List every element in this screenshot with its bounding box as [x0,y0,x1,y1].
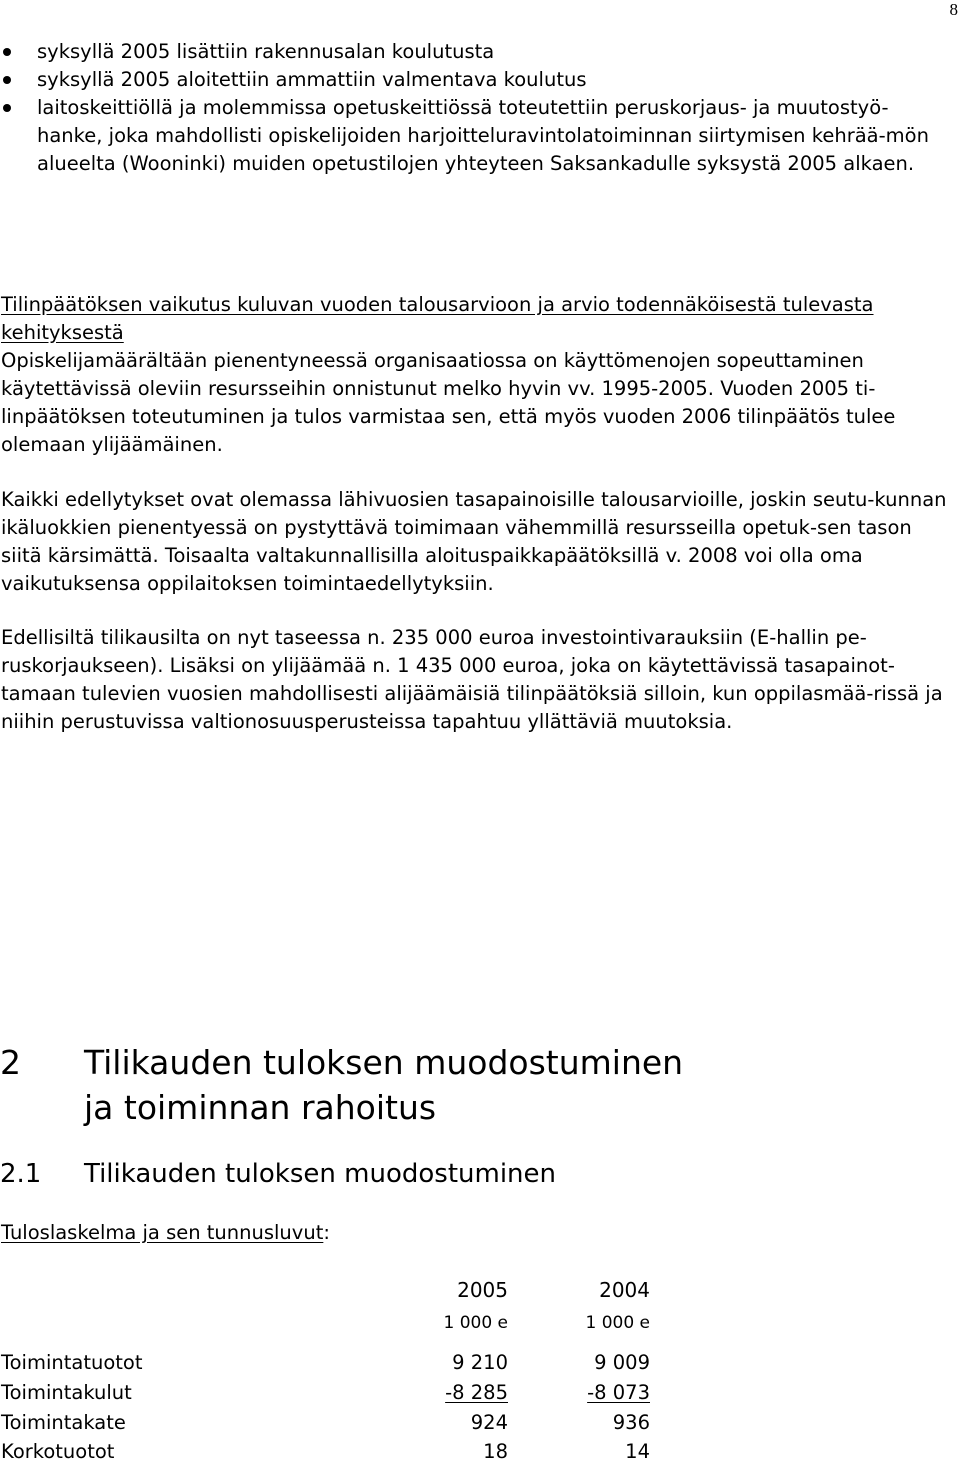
row-label: Toimintakate [1,1411,126,1434]
paragraph: Opiskelijamäärältään pienentyneessä organisaatiossa on käyttömenojen sopeuttaminen käytettävissä oleviin resursseihin onnistunut melko hyvin vv. 1995-2005. Vuoden 2005 ti-linpäätöksen toteutuminen ja tulos varmistaa sen, että myös vuoden 2006 tilinpäätös tulee olemaan ylijäämäinen. [1,349,896,456]
table-row [0,1411,960,1441]
row-value-2004: 936 [612,1411,650,1434]
chapter-number: 2 [0,1043,21,1082]
table-header-units [0,1313,960,1343]
row-value-2005: 9 210 [452,1351,508,1374]
row-value-2005: -8 285 [445,1381,508,1404]
chapter-heading [0,1040,683,1130]
table-title [1,1219,330,1247]
table-header-years [0,1278,960,1308]
bullet-item: syksyllä 2005 aloitettiin ammattiin valmentava koulutus [0,66,948,94]
bullet-list [0,38,948,178]
row-value-2004: 9 009 [594,1351,650,1374]
chapter-title-line2: ja toiminnan rahoitus [84,1088,437,1127]
row-value-2004: 14 [625,1440,650,1463]
section-outlook [1,291,949,459]
unit-2004-header: 1 000 e [585,1313,650,1333]
chapter-title-line1: Tilikauden tuloksen muodostuminen [84,1043,684,1082]
row-value-2005: 924 [470,1411,508,1434]
row-label: Toimintakulut [1,1381,132,1404]
row-value-2004: -8 073 [587,1381,650,1404]
table-row [0,1351,960,1381]
row-label: Korkotuotot [1,1440,115,1463]
section-heading: Tilinpäätöksen vaikutus kuluvan vuoden talousarvioon ja arvio todennäköisestä tulevasta kehityksestä [1,293,874,344]
page-number: 8 [949,0,958,19]
year-2005-header: 2005 [457,1278,508,1302]
year-2004-header: 2004 [599,1278,650,1302]
table-title-text: Tuloslaskelma ja sen tunnusluvut [1,1221,324,1244]
row-value-2005: 18 [483,1440,508,1463]
table-row [0,1440,960,1470]
table-title-suffix: : [323,1221,330,1244]
subchapter-title: Tilikauden tuloksen muodostuminen [84,1159,556,1189]
section-paragraph-2 [1,486,949,598]
bullet-item: laitoskeittiöllä ja molemmissa opetuskeittiössä toteutettiin peruskorjaus- ja muutostyö-hanke, joka mahdollisti opiskelijoiden harjoitteluravintolatoiminnan siirtymisen kehrää-mön alueelta (Wooninki) muiden opetustilojen yhteyteen Saksankadulle syksystä 2005 alkaen. [0,94,948,178]
unit-2005-header: 1 000 e [443,1313,508,1333]
subchapter-number: 2.1 [0,1159,42,1189]
paragraph: Edellisiltä tilikausilta on nyt taseessa n. 235 000 euroa investointivarauksiin (E-hallin pe-ruskorjaukseen). Lisäksi on ylijäämää n. 1 435 000 euroa, joka on käytettävissä tasapainot-tamaan tulevien vuosien mahdollisesti alijäämäisiä tilinpäätöksiä silloin, kun oppilasmää-rissä ja niihin perustuvissa valtionosuusperusteissa tapahtuu yllättäviä muutoksia. [1,626,943,733]
table-row [0,1381,960,1411]
section-paragraph-3 [1,624,949,736]
subchapter-heading [0,1157,556,1191]
paragraph: Kaikki edellytykset ovat olemassa lähivuosien tasapainoisille talousarvioille, joskin seutu-kunnan ikäluokkien pienentyessä on pystyttävä toimimaan vähemmillä resursseilla opetuk-sen tason siitä kärsimättä. Toisaalta valtakunnallisilla aloituspaikkapäätöksillä v. 2008 voi olla oma vaikutuksensa oppilaitoksen toimintaedellytyksiin. [1,488,947,595]
row-label: Toimintatuotot [1,1351,143,1374]
bullet-item: syksyllä 2005 lisättiin rakennusalan koulutusta [0,38,948,66]
